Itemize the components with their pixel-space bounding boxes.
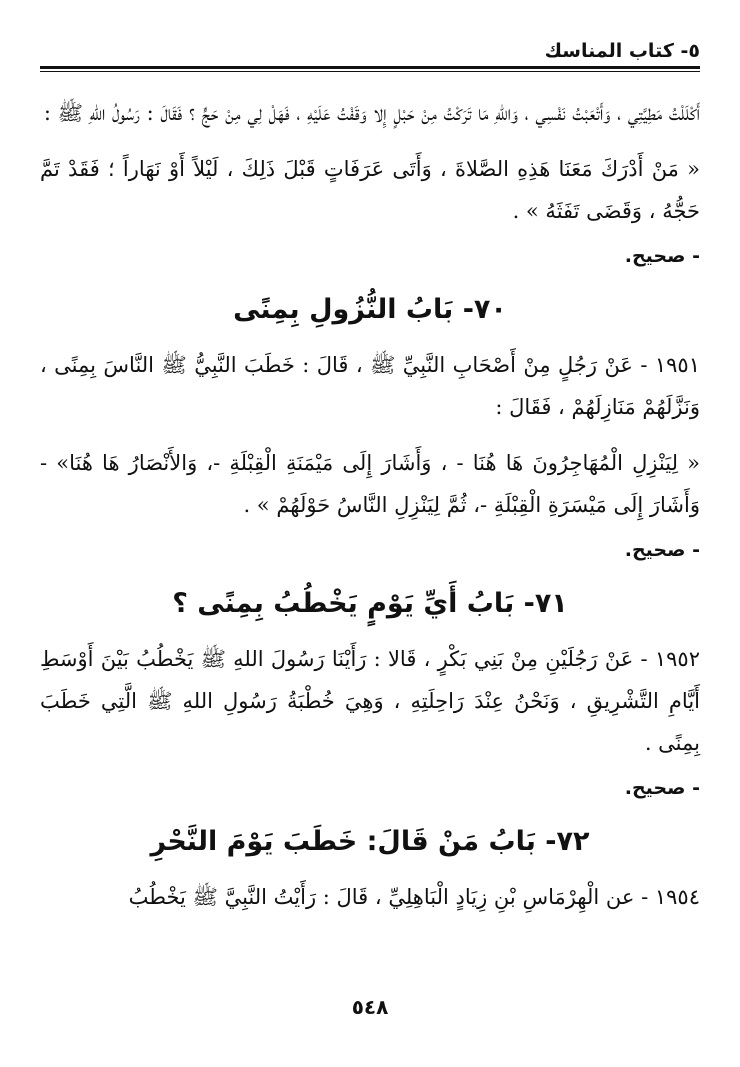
paragraph-continuation: أَكْلَلْتُ مَطِيَّتِي ، وَأَتْعَبْتُ نَفْسِي ، وَاللهِ مَا تَرَكْتُ مِنْ حَبْلٍ إِلا وَقَفْتُ عَلَيْهِ ، فَهَلْ لِي مِنْ حَجٍّ ؟ فَقَالَ : رَسُولُ اللهِ ﷺ : xyxy=(43,101,700,125)
chapter-heading-70: ٧٠- بَابُ النُّزُولِ بِمِنًى xyxy=(233,294,507,325)
header-rule-thin xyxy=(40,71,700,72)
hadith-quote: « مَنْ أَدْرَكَ مَعَنَا هَذِهِ الصَّلاةَ ، وَأَتَى عَرَفَاتٍ قَبْلَ ذَلِكَ ، لَيْلاً أَوْ نَهَاراً ؛ فَقَدْ تَمَّ حَجُّهُ ، وَقَضَى تَفَثَهُ » . xyxy=(40,157,700,223)
hadith-1951: ١٩٥١ - عَنْ رَجُلٍ مِنْ أَصْحَابِ النَّبِيِّ ﷺ ، قَالَ : خَطَبَ النَّبِيُّ ﷺ النَّاسَ بِمِنًى ، وَنَزَّلَهُمْ مَنَازِلَهُمْ ، فَقَالَ : xyxy=(40,353,700,419)
grading-note: - صحيح. xyxy=(624,777,700,799)
hadith-1952: ١٩٥٢ - عَنْ رَجُلَيْنِ مِنْ بَنِي بَكْرٍ ، قَالا : رَأَيْنَا رَسُولَ اللهِ ﷺ يَخْطُبُ بَيْنَ أَوْسَطِ أَيَّامِ التَّشْرِيقِ ، وَنَحْنُ عِنْدَ رَاحِلَتِهِ ، وَهِيَ خُطْبَةُ رَسُولِ اللهِ ﷺ الَّتِي خَطَبَ بِمِنًى . xyxy=(40,647,700,755)
page-body xyxy=(40,92,700,918)
hadith-quote: « لِيَنْزِلِ الْمُهَاجِرُونَ هَا هُنَا - ، وَأَشَارَ إِلَى مَيْمَنَةِ الْقِبْلَةِ -، وَالأَنْصَارُ هَا هُنَا» - وَأَشَارَ إِلَى مَيْسَرَةِ الْقِبْلَةِ -، ثُمَّ لِيَنْزِلِ النَّاسُ حَوْلَهُمْ » . xyxy=(40,451,700,517)
chapter-heading-71: ٧١- بَابُ أَيِّ يَوْمٍ يَخْطُبُ بِمِنًى ؟ xyxy=(172,588,568,619)
grading-note: - صحيح. xyxy=(624,245,700,267)
hadith-1954: ١٩٥٤ - عن الْهِرْمَاسِ بْنِ زِيَادٍ الْبَاهِلِيِّ ، قَالَ : رَأَيْتُ النَّبِيَّ ﷺ يَخْطُبُ xyxy=(128,885,700,909)
page-number: ٥٤٨ xyxy=(351,995,389,1019)
chapter-heading-72: ٧٢- بَابُ مَنْ قَالَ: خَطَبَ يَوْمَ النَّحْرِ xyxy=(150,826,590,857)
grading-note: - صحيح. xyxy=(624,539,700,561)
header-rule-thick xyxy=(40,66,700,69)
running-head: ٥- كتاب المناسك xyxy=(544,40,700,62)
